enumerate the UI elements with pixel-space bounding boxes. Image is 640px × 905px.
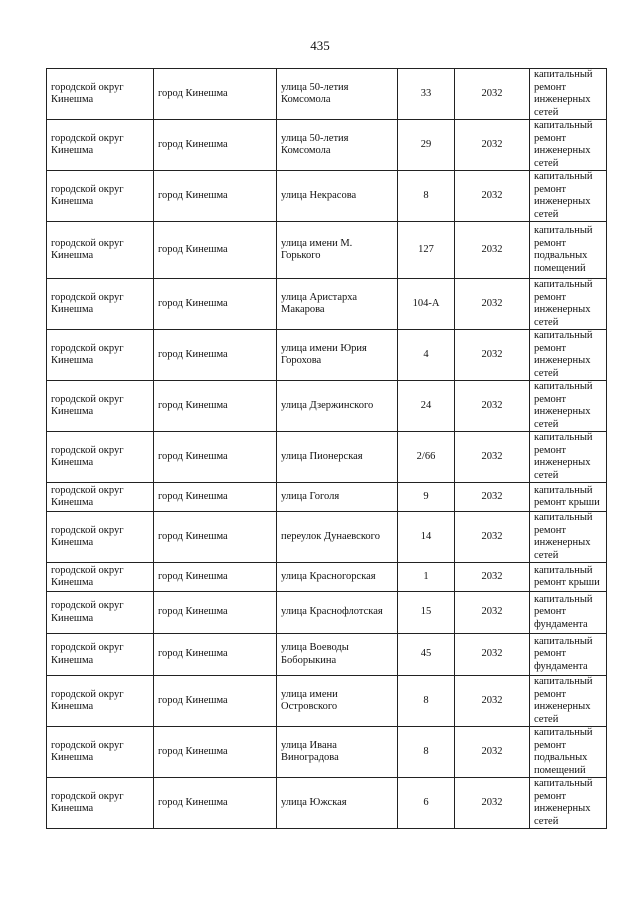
work-type-cell: капитальный ремонт инженерных сетей [530, 120, 607, 171]
table-row [47, 727, 607, 778]
municipality-cell: городской округ Кинешма [47, 483, 154, 512]
street-cell: улица Дзержинского [277, 381, 398, 432]
municipality-cell: городской округ Кинешма [47, 432, 154, 483]
page-number: 435 [310, 38, 330, 53]
street-cell: улица Воеводы Боборыкина [277, 634, 398, 676]
municipality-cell: городской округ Кинешма [47, 634, 154, 676]
municipality-cell: городской округ Кинешма [47, 727, 154, 778]
table-row [47, 171, 607, 222]
municipality-cell: городской округ Кинешма [47, 592, 154, 634]
table-row [47, 778, 607, 829]
street-cell: улица Аристарха Макарова [277, 279, 398, 330]
municipality-cell: городской округ Кинешма [47, 69, 154, 120]
municipality-cell: городской округ Кинешма [47, 120, 154, 171]
table-row [47, 120, 607, 171]
year-cell: 2032 [455, 592, 530, 634]
work-type-cell: капитальный ремонт инженерных сетей [530, 778, 607, 829]
house-number-cell: 1 [398, 563, 455, 592]
work-type-cell: капитальный ремонт инженерных сетей [530, 171, 607, 222]
work-type-cell: капитальный ремонт крыши [530, 483, 607, 512]
work-type-cell: капитальный ремонт инженерных сетей [530, 330, 607, 381]
house-number-cell: 8 [398, 727, 455, 778]
year-cell: 2032 [455, 563, 530, 592]
table-row [47, 69, 607, 120]
house-number-cell: 8 [398, 676, 455, 727]
municipality-cell: городской округ Кинешма [47, 676, 154, 727]
year-cell: 2032 [455, 727, 530, 778]
year-cell: 2032 [455, 279, 530, 330]
work-type-cell: капитальный ремонт подвальных помещений [530, 222, 607, 279]
house-number-cell: 14 [398, 512, 455, 563]
settlement-cell: город Кинешма [154, 592, 277, 634]
table-row [47, 483, 607, 512]
house-number-cell: 24 [398, 381, 455, 432]
municipality-cell: городской округ Кинешма [47, 381, 154, 432]
municipality-cell: городской округ Кинешма [47, 330, 154, 381]
table-row [47, 634, 607, 676]
year-cell: 2032 [455, 120, 530, 171]
street-cell: улица Гоголя [277, 483, 398, 512]
house-number-cell: 29 [398, 120, 455, 171]
work-type-cell: капитальный ремонт фундамента [530, 634, 607, 676]
work-type-cell: капитальный ремонт инженерных сетей [530, 69, 607, 120]
year-cell: 2032 [455, 330, 530, 381]
year-cell: 2032 [455, 171, 530, 222]
table-row [47, 279, 607, 330]
year-cell: 2032 [455, 634, 530, 676]
table-row [47, 381, 607, 432]
street-cell: улица имени Островского [277, 676, 398, 727]
settlement-cell: город Кинешма [154, 432, 277, 483]
settlement-cell: город Кинешма [154, 69, 277, 120]
registry-table [46, 68, 607, 829]
year-cell: 2032 [455, 69, 530, 120]
street-cell: улица имени Юрия Горохова [277, 330, 398, 381]
municipality-cell: городской округ Кинешма [47, 778, 154, 829]
settlement-cell: город Кинешма [154, 171, 277, 222]
street-cell: улица Южская [277, 778, 398, 829]
work-type-cell: капитальный ремонт инженерных сетей [530, 676, 607, 727]
settlement-cell: город Кинешма [154, 676, 277, 727]
work-type-cell: капитальный ремонт крыши [530, 563, 607, 592]
work-type-cell: капитальный ремонт подвальных помещений [530, 727, 607, 778]
work-type-cell: капитальный ремонт фундамента [530, 592, 607, 634]
house-number-cell: 45 [398, 634, 455, 676]
municipality-cell: городской округ Кинешма [47, 171, 154, 222]
settlement-cell: город Кинешма [154, 727, 277, 778]
municipality-cell: городской округ Кинешма [47, 279, 154, 330]
house-number-cell: 127 [398, 222, 455, 279]
house-number-cell: 9 [398, 483, 455, 512]
house-number-cell: 6 [398, 778, 455, 829]
work-type-cell: капитальный ремонт инженерных сетей [530, 512, 607, 563]
street-cell: улица имени М. Горького [277, 222, 398, 279]
settlement-cell: город Кинешма [154, 120, 277, 171]
street-cell: улица Ивана Виноградова [277, 727, 398, 778]
table-row [47, 676, 607, 727]
house-number-cell: 8 [398, 171, 455, 222]
settlement-cell: город Кинешма [154, 634, 277, 676]
work-type-cell: капитальный ремонт инженерных сетей [530, 279, 607, 330]
registry-table-body [47, 69, 607, 829]
house-number-cell: 2/66 [398, 432, 455, 483]
year-cell: 2032 [455, 512, 530, 563]
settlement-cell: город Кинешма [154, 381, 277, 432]
municipality-cell: городской округ Кинешма [47, 222, 154, 279]
house-number-cell: 4 [398, 330, 455, 381]
table-row [47, 330, 607, 381]
table-row [47, 592, 607, 634]
year-cell: 2032 [455, 432, 530, 483]
year-cell: 2032 [455, 381, 530, 432]
street-cell: улица Пионерская [277, 432, 398, 483]
settlement-cell: город Кинешма [154, 483, 277, 512]
street-cell: переулок Дунаевского [277, 512, 398, 563]
street-cell: улица Краснофлотская [277, 592, 398, 634]
house-number-cell: 33 [398, 69, 455, 120]
settlement-cell: город Кинешма [154, 512, 277, 563]
table-row [47, 563, 607, 592]
house-number-cell: 15 [398, 592, 455, 634]
street-cell: улица 50-летия Комсомола [277, 120, 398, 171]
table-row [47, 512, 607, 563]
settlement-cell: город Кинешма [154, 778, 277, 829]
street-cell: улица Красногорская [277, 563, 398, 592]
street-cell: улица 50-летия Комсомола [277, 69, 398, 120]
house-number-cell: 104-А [398, 279, 455, 330]
settlement-cell: город Кинешма [154, 330, 277, 381]
settlement-cell: город Кинешма [154, 222, 277, 279]
year-cell: 2032 [455, 222, 530, 279]
municipality-cell: городской округ Кинешма [47, 512, 154, 563]
settlement-cell: город Кинешма [154, 563, 277, 592]
municipality-cell: городской округ Кинешма [47, 563, 154, 592]
table-row [47, 222, 607, 279]
settlement-cell: город Кинешма [154, 279, 277, 330]
street-cell: улица Некрасова [277, 171, 398, 222]
work-type-cell: капитальный ремонт инженерных сетей [530, 381, 607, 432]
year-cell: 2032 [455, 676, 530, 727]
year-cell: 2032 [455, 778, 530, 829]
table-row [47, 432, 607, 483]
work-type-cell: капитальный ремонт инженерных сетей [530, 432, 607, 483]
year-cell: 2032 [455, 483, 530, 512]
